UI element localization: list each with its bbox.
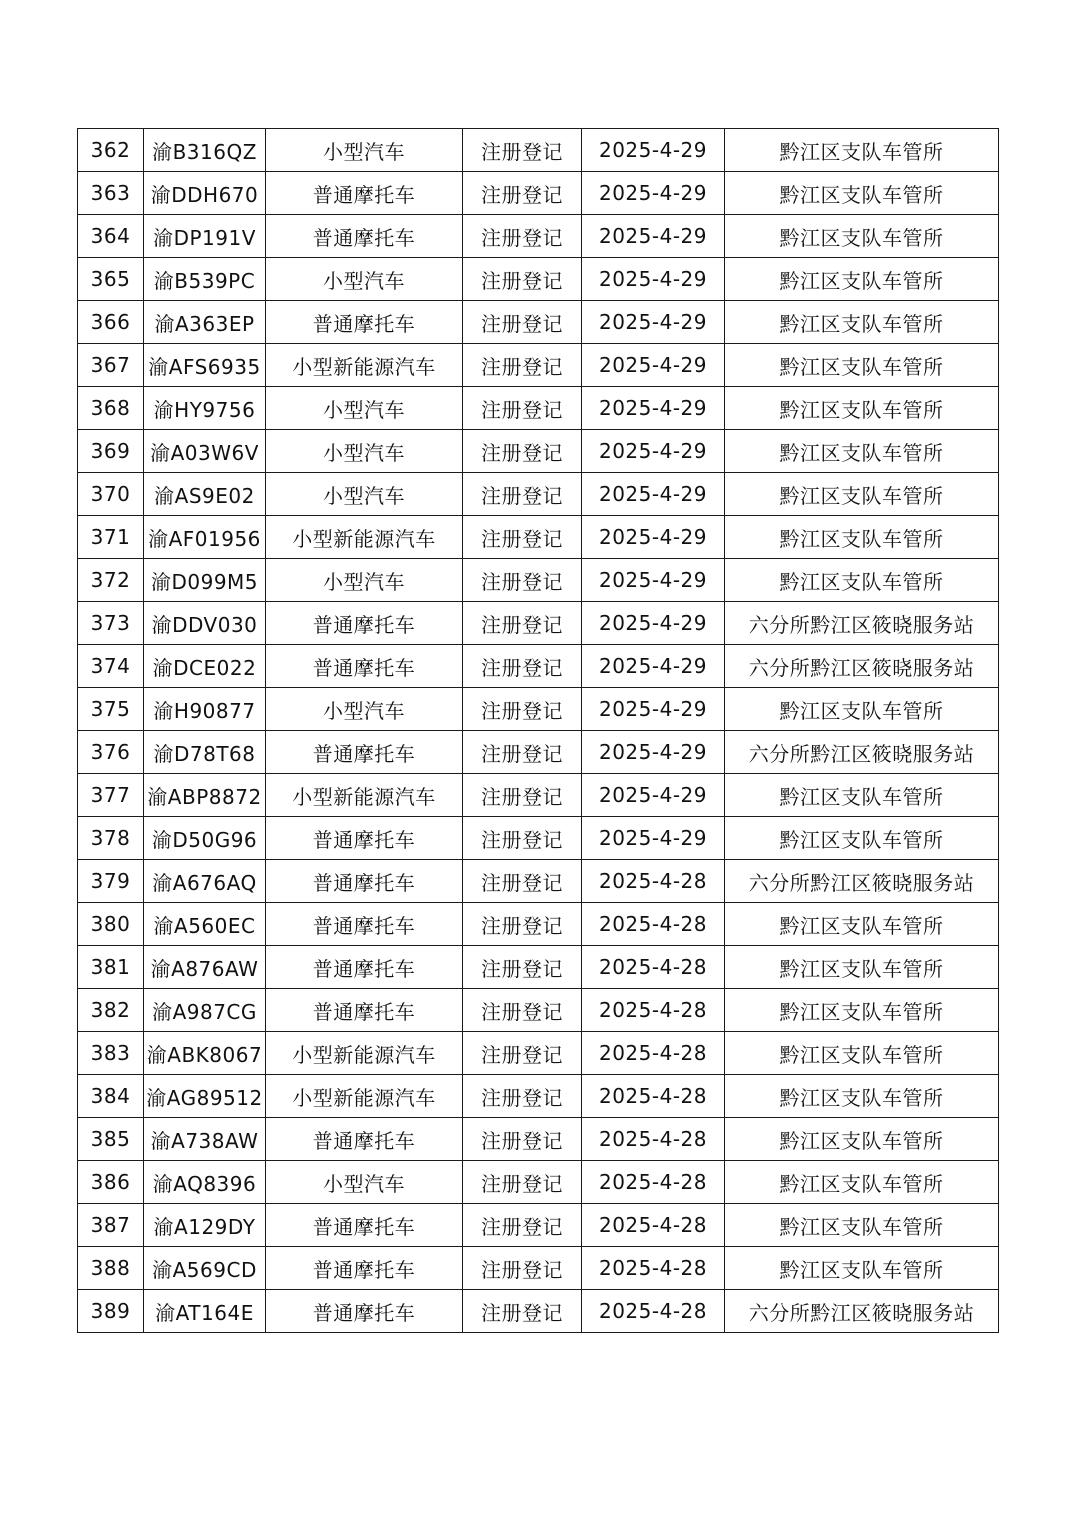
row-number-cell: 380 (78, 903, 144, 946)
vehicle-type-cell: 普通摩托车 (266, 1118, 463, 1161)
table-body (78, 129, 999, 1333)
business-type-cell: 注册登记 (463, 1118, 582, 1161)
plate-number-cell: 渝A876AW (144, 946, 266, 989)
business-type-cell: 注册登记 (463, 1161, 582, 1204)
registration-office-cell: 黔江区支队车管所 (725, 215, 999, 258)
plate-number-cell: 渝DDV030 (144, 602, 266, 645)
vehicle-type-cell: 普通摩托车 (266, 989, 463, 1032)
table-row (78, 258, 999, 301)
business-type-cell: 注册登记 (463, 1032, 582, 1075)
business-type-cell: 注册登记 (463, 215, 582, 258)
table-row (78, 1032, 999, 1075)
row-number-cell: 366 (78, 301, 144, 344)
registration-date-cell: 2025-4-28 (582, 989, 725, 1032)
table-row (78, 602, 999, 645)
business-type-cell: 注册登记 (463, 559, 582, 602)
registration-date-cell: 2025-4-29 (582, 387, 725, 430)
row-number-cell: 385 (78, 1118, 144, 1161)
business-type-cell: 注册登记 (463, 430, 582, 473)
business-type-cell: 注册登记 (463, 258, 582, 301)
registration-office-cell: 黔江区支队车管所 (725, 258, 999, 301)
business-type-cell: 注册登记 (463, 387, 582, 430)
table-row (78, 645, 999, 688)
registration-date-cell: 2025-4-29 (582, 129, 725, 172)
vehicle-type-cell: 普通摩托车 (266, 1204, 463, 1247)
vehicle-registration-table (77, 128, 999, 1333)
row-number-cell: 371 (78, 516, 144, 559)
business-type-cell: 注册登记 (463, 688, 582, 731)
business-type-cell: 注册登记 (463, 860, 582, 903)
table-row (78, 559, 999, 602)
registration-office-cell: 黔江区支队车管所 (725, 1161, 999, 1204)
table-row (78, 774, 999, 817)
registration-office-cell: 六分所黔江区筱晓服务站 (725, 1290, 999, 1333)
vehicle-type-cell: 普通摩托车 (266, 1247, 463, 1290)
vehicle-type-cell: 普通摩托车 (266, 215, 463, 258)
registration-date-cell: 2025-4-29 (582, 817, 725, 860)
registration-office-cell: 黔江区支队车管所 (725, 129, 999, 172)
row-number-cell: 373 (78, 602, 144, 645)
plate-number-cell: 渝DCE022 (144, 645, 266, 688)
row-number-cell: 381 (78, 946, 144, 989)
plate-number-cell: 渝A569CD (144, 1247, 266, 1290)
table-row (78, 903, 999, 946)
table-row (78, 1075, 999, 1118)
plate-number-cell: 渝A738AW (144, 1118, 266, 1161)
registration-date-cell: 2025-4-28 (582, 1161, 725, 1204)
vehicle-type-cell: 小型新能源汽车 (266, 344, 463, 387)
plate-number-cell: 渝H90877 (144, 688, 266, 731)
vehicle-type-cell: 小型汽车 (266, 688, 463, 731)
vehicle-type-cell: 普通摩托车 (266, 645, 463, 688)
row-number-cell: 365 (78, 258, 144, 301)
registration-office-cell: 黔江区支队车管所 (725, 946, 999, 989)
plate-number-cell: 渝ABP8872 (144, 774, 266, 817)
plate-number-cell: 渝A560EC (144, 903, 266, 946)
table-row (78, 1118, 999, 1161)
row-number-cell: 384 (78, 1075, 144, 1118)
row-number-cell: 368 (78, 387, 144, 430)
table-row (78, 301, 999, 344)
registration-record-sheet (77, 128, 998, 1333)
table-row (78, 344, 999, 387)
business-type-cell: 注册登记 (463, 1075, 582, 1118)
registration-office-cell: 黔江区支队车管所 (725, 989, 999, 1032)
plate-number-cell: 渝AF01956 (144, 516, 266, 559)
registration-date-cell: 2025-4-29 (582, 774, 725, 817)
vehicle-type-cell: 普通摩托车 (266, 731, 463, 774)
registration-date-cell: 2025-4-29 (582, 602, 725, 645)
registration-date-cell: 2025-4-29 (582, 559, 725, 602)
row-number-cell: 364 (78, 215, 144, 258)
table-row (78, 989, 999, 1032)
table-row (78, 1161, 999, 1204)
business-type-cell: 注册登记 (463, 172, 582, 215)
business-type-cell: 注册登记 (463, 817, 582, 860)
table-row (78, 387, 999, 430)
table-row (78, 946, 999, 989)
registration-office-cell: 黔江区支队车管所 (725, 430, 999, 473)
registration-office-cell: 黔江区支队车管所 (725, 1118, 999, 1161)
registration-date-cell: 2025-4-28 (582, 946, 725, 989)
registration-date-cell: 2025-4-29 (582, 258, 725, 301)
registration-date-cell: 2025-4-29 (582, 430, 725, 473)
registration-office-cell: 黔江区支队车管所 (725, 559, 999, 602)
registration-date-cell: 2025-4-28 (582, 1290, 725, 1333)
table-row (78, 1247, 999, 1290)
row-number-cell: 362 (78, 129, 144, 172)
business-type-cell: 注册登记 (463, 774, 582, 817)
row-number-cell: 367 (78, 344, 144, 387)
business-type-cell: 注册登记 (463, 301, 582, 344)
table-row (78, 817, 999, 860)
plate-number-cell: 渝D50G96 (144, 817, 266, 860)
plate-number-cell: 渝AQ8396 (144, 1161, 266, 1204)
business-type-cell: 注册登记 (463, 344, 582, 387)
registration-date-cell: 2025-4-28 (582, 1032, 725, 1075)
registration-date-cell: 2025-4-28 (582, 1075, 725, 1118)
vehicle-type-cell: 小型汽车 (266, 473, 463, 516)
registration-office-cell: 黔江区支队车管所 (725, 903, 999, 946)
table-row (78, 215, 999, 258)
table-row (78, 430, 999, 473)
plate-number-cell: 渝DDH670 (144, 172, 266, 215)
registration-date-cell: 2025-4-28 (582, 860, 725, 903)
registration-date-cell: 2025-4-29 (582, 731, 725, 774)
business-type-cell: 注册登记 (463, 903, 582, 946)
vehicle-type-cell: 小型汽车 (266, 1161, 463, 1204)
table-row (78, 129, 999, 172)
row-number-cell: 387 (78, 1204, 144, 1247)
plate-number-cell: 渝A363EP (144, 301, 266, 344)
business-type-cell: 注册登记 (463, 473, 582, 516)
vehicle-type-cell: 小型新能源汽车 (266, 1075, 463, 1118)
plate-number-cell: 渝DP191V (144, 215, 266, 258)
row-number-cell: 375 (78, 688, 144, 731)
business-type-cell: 注册登记 (463, 989, 582, 1032)
row-number-cell: 377 (78, 774, 144, 817)
vehicle-type-cell: 普通摩托车 (266, 903, 463, 946)
plate-number-cell: 渝HY9756 (144, 387, 266, 430)
vehicle-type-cell: 普通摩托车 (266, 860, 463, 903)
business-type-cell: 注册登记 (463, 1247, 582, 1290)
row-number-cell: 383 (78, 1032, 144, 1075)
table-row (78, 172, 999, 215)
vehicle-type-cell: 小型新能源汽车 (266, 774, 463, 817)
vehicle-type-cell: 普通摩托车 (266, 817, 463, 860)
plate-number-cell: 渝A129DY (144, 1204, 266, 1247)
registration-office-cell: 黔江区支队车管所 (725, 817, 999, 860)
row-number-cell: 374 (78, 645, 144, 688)
vehicle-type-cell: 小型汽车 (266, 387, 463, 430)
registration-office-cell: 黔江区支队车管所 (725, 344, 999, 387)
business-type-cell: 注册登记 (463, 516, 582, 559)
registration-date-cell: 2025-4-29 (582, 516, 725, 559)
table-row (78, 688, 999, 731)
registration-date-cell: 2025-4-28 (582, 1118, 725, 1161)
table-row (78, 1204, 999, 1247)
registration-office-cell: 黔江区支队车管所 (725, 1247, 999, 1290)
table-row (78, 860, 999, 903)
registration-date-cell: 2025-4-29 (582, 473, 725, 516)
row-number-cell: 376 (78, 731, 144, 774)
business-type-cell: 注册登记 (463, 602, 582, 645)
plate-number-cell: 渝D099M5 (144, 559, 266, 602)
vehicle-type-cell: 普通摩托车 (266, 172, 463, 215)
registration-date-cell: 2025-4-28 (582, 1247, 725, 1290)
business-type-cell: 注册登记 (463, 645, 582, 688)
plate-number-cell: 渝AS9E02 (144, 473, 266, 516)
row-number-cell: 369 (78, 430, 144, 473)
registration-date-cell: 2025-4-29 (582, 344, 725, 387)
plate-number-cell: 渝A03W6V (144, 430, 266, 473)
registration-office-cell: 黔江区支队车管所 (725, 1032, 999, 1075)
vehicle-type-cell: 小型汽车 (266, 430, 463, 473)
plate-number-cell: 渝AG89512 (144, 1075, 266, 1118)
registration-office-cell: 黔江区支队车管所 (725, 301, 999, 344)
vehicle-type-cell: 普通摩托车 (266, 301, 463, 344)
registration-office-cell: 六分所黔江区筱晓服务站 (725, 860, 999, 903)
table-row (78, 1290, 999, 1333)
registration-office-cell: 六分所黔江区筱晓服务站 (725, 645, 999, 688)
registration-office-cell: 黔江区支队车管所 (725, 1204, 999, 1247)
registration-office-cell: 黔江区支队车管所 (725, 387, 999, 430)
vehicle-type-cell: 普通摩托车 (266, 1290, 463, 1333)
vehicle-type-cell: 普通摩托车 (266, 602, 463, 645)
registration-office-cell: 黔江区支队车管所 (725, 688, 999, 731)
plate-number-cell: 渝A987CG (144, 989, 266, 1032)
plate-number-cell: 渝B316QZ (144, 129, 266, 172)
plate-number-cell: 渝D78T68 (144, 731, 266, 774)
row-number-cell: 370 (78, 473, 144, 516)
table-row (78, 731, 999, 774)
table-row (78, 473, 999, 516)
registration-office-cell: 黔江区支队车管所 (725, 774, 999, 817)
row-number-cell: 363 (78, 172, 144, 215)
vehicle-type-cell: 小型汽车 (266, 129, 463, 172)
row-number-cell: 378 (78, 817, 144, 860)
registration-date-cell: 2025-4-29 (582, 215, 725, 258)
business-type-cell: 注册登记 (463, 731, 582, 774)
row-number-cell: 386 (78, 1161, 144, 1204)
business-type-cell: 注册登记 (463, 946, 582, 989)
vehicle-type-cell: 小型新能源汽车 (266, 1032, 463, 1075)
registration-date-cell: 2025-4-29 (582, 688, 725, 731)
registration-date-cell: 2025-4-28 (582, 1204, 725, 1247)
registration-office-cell: 黔江区支队车管所 (725, 1075, 999, 1118)
registration-date-cell: 2025-4-29 (582, 172, 725, 215)
plate-number-cell: 渝A676AQ (144, 860, 266, 903)
registration-office-cell: 六分所黔江区筱晓服务站 (725, 731, 999, 774)
row-number-cell: 389 (78, 1290, 144, 1333)
plate-number-cell: 渝ABK8067 (144, 1032, 266, 1075)
plate-number-cell: 渝B539PC (144, 258, 266, 301)
row-number-cell: 382 (78, 989, 144, 1032)
registration-date-cell: 2025-4-28 (582, 903, 725, 946)
business-type-cell: 注册登记 (463, 129, 582, 172)
plate-number-cell: 渝AT164E (144, 1290, 266, 1333)
vehicle-type-cell: 小型新能源汽车 (266, 516, 463, 559)
registration-office-cell: 黔江区支队车管所 (725, 172, 999, 215)
registration-date-cell: 2025-4-29 (582, 301, 725, 344)
row-number-cell: 372 (78, 559, 144, 602)
row-number-cell: 379 (78, 860, 144, 903)
plate-number-cell: 渝AFS6935 (144, 344, 266, 387)
row-number-cell: 388 (78, 1247, 144, 1290)
business-type-cell: 注册登记 (463, 1290, 582, 1333)
vehicle-type-cell: 小型汽车 (266, 559, 463, 602)
registration-date-cell: 2025-4-29 (582, 645, 725, 688)
vehicle-type-cell: 普通摩托车 (266, 946, 463, 989)
registration-office-cell: 黔江区支队车管所 (725, 473, 999, 516)
registration-office-cell: 黔江区支队车管所 (725, 516, 999, 559)
vehicle-type-cell: 小型汽车 (266, 258, 463, 301)
registration-office-cell: 六分所黔江区筱晓服务站 (725, 602, 999, 645)
table-row (78, 516, 999, 559)
business-type-cell: 注册登记 (463, 1204, 582, 1247)
